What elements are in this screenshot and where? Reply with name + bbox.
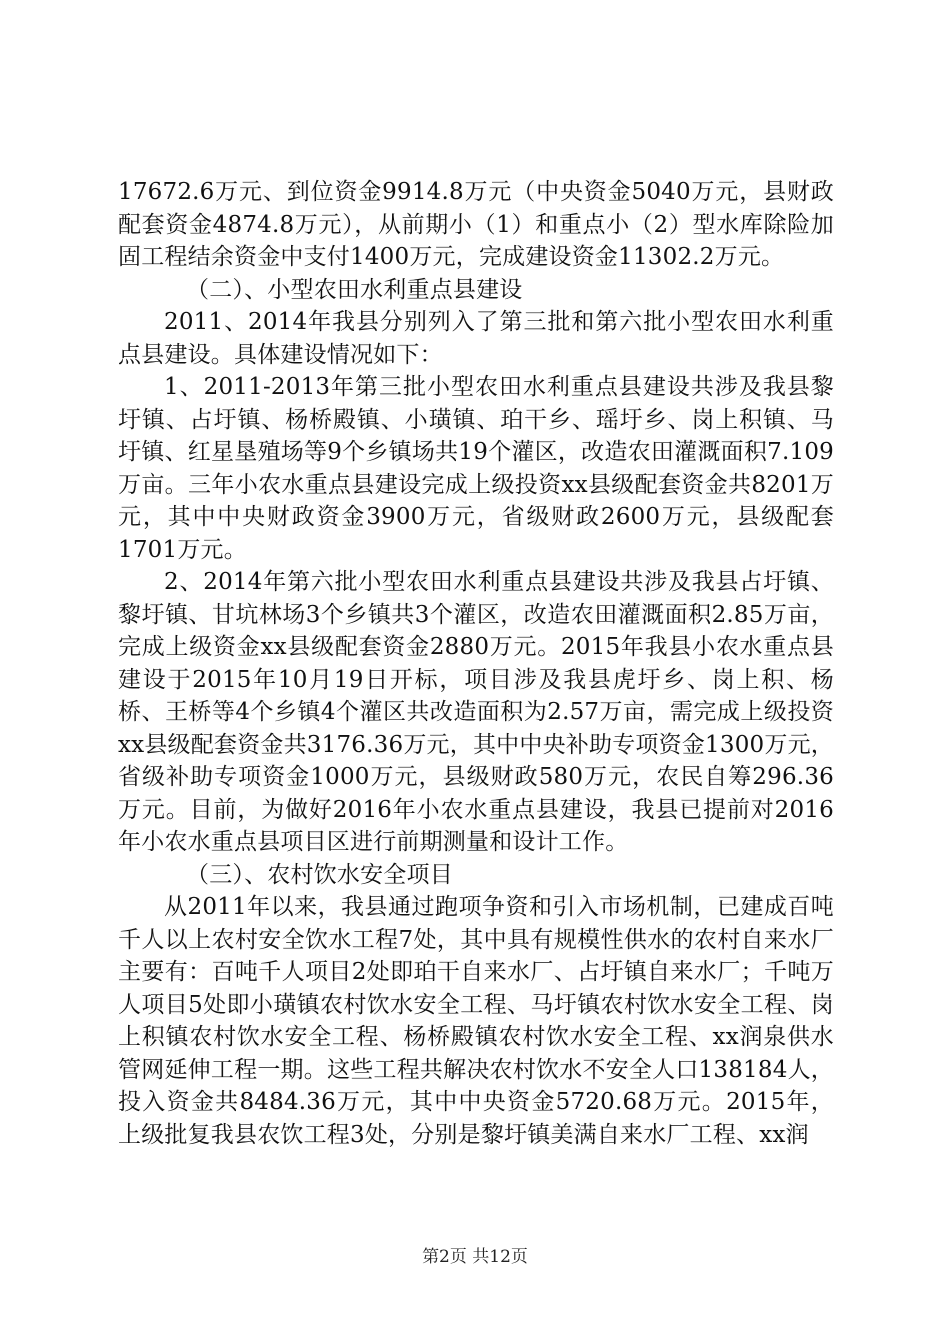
section-heading-3: （三）、农村饮水安全项目 [186, 861, 453, 888]
paragraph-water-safety: 从2011年以来，我县通过跑项争资和引入市场机制，已建成百吨千人以上农村安全饮水工程7处，其中具有规模性供水的农村自来水厂主要有：百吨千人项目2处即珀干自来水厂、占圩镇自来水厂；千吨万人项目5处即小璜镇农村饮水安全工程、马圩镇农村饮水安全工程、岗上积镇农村饮水安全工程、杨桥殿镇农村饮水安全工程、xx润泉供水管网延伸工程一期。这些工程共解决农村饮水不安全人口138184人，投入资金共8484.36万元，其中中央资金5720.68万元。2015年，上级批复我县农饮工程3处，分别是黎圩镇美满自来水厂工程、xx润 [118, 894, 834, 1148]
paragraph-item-2: 2、2014年第六批小型农田水利重点县建设共涉及我县占圩镇、黎圩镇、甘坑林场3个乡镇共3个灌区，改造农田灌溉面积2.85万亩，完成上级资金xx县级配套资金2880万元。2015年我县小农水重点县建设于2015年10月19日开标，项目涉及我县虎圩乡、岗上积、杨桥、王桥等4个乡镇4个灌区共改造面积为2.57万亩，需完成上级投资xx县级配套资金共3176.36万元，其中中央补助专项资金1300万元，省级补助专项资金1000万元，县级财政580万元，农民自筹296.36万元。目前，为做好2016年小农水重点县建设，我县已提前对2016年小农水重点县项目区进行前期测量和设计工作。 [118, 569, 834, 855]
page-footer [0, 1242, 950, 1267]
paragraph-item-1: 1、2011-2013年第三批小型农田水利重点县建设共涉及我县黎圩镇、占圩镇、杨桥殿镇、小璜镇、珀干乡、瑶圩乡、岗上积镇、马圩镇、红星垦殖场等9个乡镇场共19个灌区，改造农田灌溉面积7.109万亩。三年小农水重点县建设完成上级投资xx县级配套资金共8201万元，其中中央财政资金3900万元，省级财政2600万元，县级配套1701万元。 [118, 374, 834, 563]
document-body [118, 176, 834, 1151]
paragraph-intro: 2011、2014年我县分别列入了第三批和第六批小型农田水利重点县建设。具体建设情况如下： [118, 309, 834, 368]
paragraph-funding-summary: 17672.6万元、到位资金9914.8万元（中央资金5040万元，县财政配套资金4874.8万元），从前期小（1）和重点小（2）型水库除险加固工程结余资金中支付1400万元，完成建设资金11302.2万元。 [118, 179, 834, 270]
section-heading-2: （二）、小型农田水利重点县建设 [186, 276, 523, 303]
page-number-label: 第2页 共12页 [422, 1247, 528, 1267]
